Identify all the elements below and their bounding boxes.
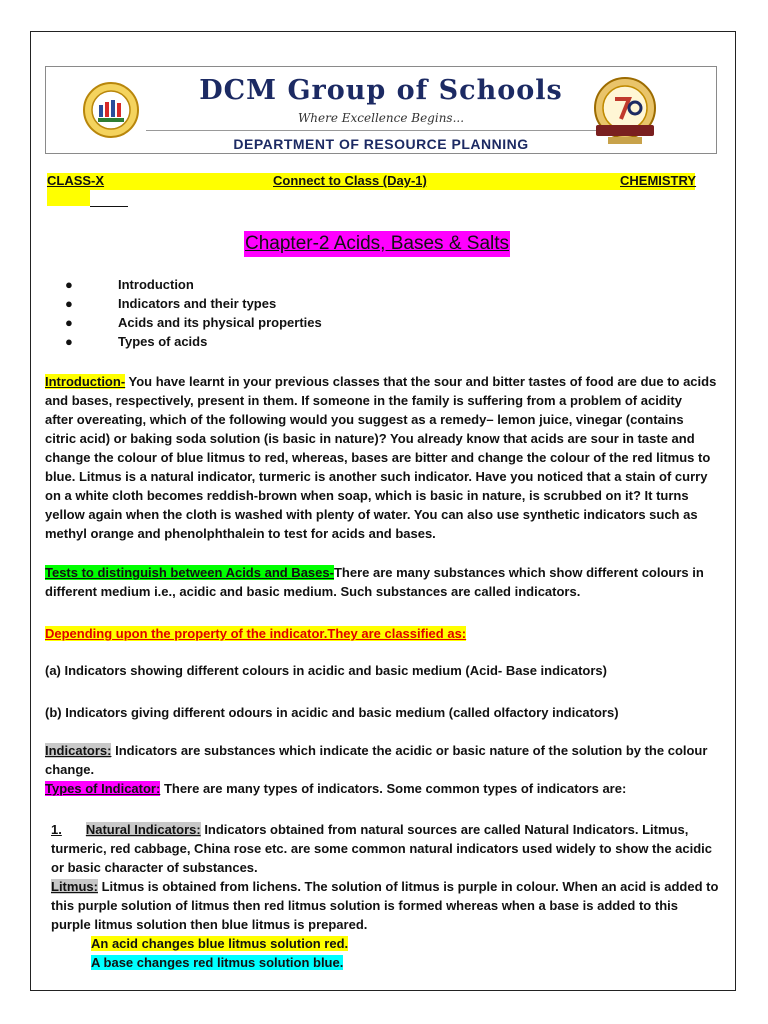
natural-indicators-paragraph: 1. Natural Indicators: Indicators obtained from natural sources are called Natural Indicators. Litmus, turmeric, red cabbage, China rose etc. are some common natural indicators used widely to show the acidic or basic character of substances. Litmus: Litmus is obtained from lichens. The solution of litmus is purple in colour. When an acid is added to this purple solution of litmus then red litmus solution is formed whereas when a base is added to this purple litmus solution then blue litmus is prepared. An acid changes blue litmus solution red. A base changes red litmus solution blue. [51,822,719,970]
class-info-bar [47,173,695,190]
bullet-icon: ● [65,296,73,311]
classification-note: Depending upon the property of the indicator.They are classified as: [45,626,467,641]
natural-indicators-heading: Natural Indicators: [85,822,201,837]
tests-paragraph: Tests to distinguish between Acids and Bases-There are many substances which show different colours in different medium i.e., acidic and basic medium. Such substances are called indicators. [45,565,704,599]
subject-label: CHEMISTRY [620,173,697,188]
topic-list [65,275,322,351]
indicators-heading: Indicators: [45,743,112,758]
introduction-paragraph: Introduction- You have learnt in your previous classes that the sour and bitter tastes of food are due to acids and bases, respectively, present in them. If someone in the family is suffering from a problem of acidity after overeating, which of the following would you suggest as a remedy– lemon juice, vinegar (contains citric acid) or baking soda solution (is basic in nature)? You already know that acids are sour in taste and change the colour of blue litmus to red, whereas, bases are bitter and change the colour of the red litmus to blue. Litmus is a natural indicator, turmeric is another such indicator. Have you noticed that a stain of curry on a white cloth becomes reddish-brown when soap, which is basic in nature, is scrubbed on it? It turns yellow again when the cloth is washed with plenty of water. You can also use synthetic indicators such as methyl orange and phenolphthalein to test for acids and bases. [45,374,717,541]
base-rule: A base changes red litmus solution blue. [91,955,344,970]
school-tagline: Where Excellence Begins... [297,111,465,125]
topic-item: ● Indicators and their types [65,296,277,311]
anniversary-badge-logo [592,75,658,149]
school-name: DCM Group of Schools [199,75,563,106]
department-name: DEPARTMENT OF RESOURCE PLANNING [233,136,529,152]
topic-item: ● Acids and its physical properties [65,315,322,330]
introduction-heading: Introduction- [45,374,126,389]
indicator-type-b: (b) Indicators giving different odours in acidic and basic medium (called olfactory indicators) [45,705,619,720]
session-label: Connect to Class (Day-1) [273,173,427,188]
underline-fragment [90,206,128,207]
letterhead-divider [146,130,616,131]
bullet-icon: ● [65,315,73,330]
class-label: CLASS-X [47,173,105,188]
types-heading: Types of Indicator: [45,781,161,796]
topic-item: ● Types of acids [65,334,208,349]
list-number: 1. [51,822,62,837]
indicators-definition: Indicators: Indicators are substances which indicate the acidic or basic nature of the solution by the colour change. Types of Indicator: There are many types of indicators. Some common types of indicators are: [45,743,708,796]
tests-heading: Tests to distinguish between Acids and Bases- [45,565,334,580]
letterhead [45,66,717,154]
indicator-type-a: (a) Indicators showing different colours in acidic and basic medium (Acid- Base indicators) [45,663,607,678]
bullet-icon: ● [65,334,73,349]
acid-rule: An acid changes blue litmus solution red. [91,936,349,951]
chapter-title: Chapter-2 Acids, Bases & Salts [244,231,510,257]
bullet-icon: ● [65,277,73,292]
litmus-heading: Litmus: [51,879,98,894]
document-page [30,31,736,991]
highlight-fragment [47,190,90,206]
topic-item: ● Introduction [65,277,194,292]
